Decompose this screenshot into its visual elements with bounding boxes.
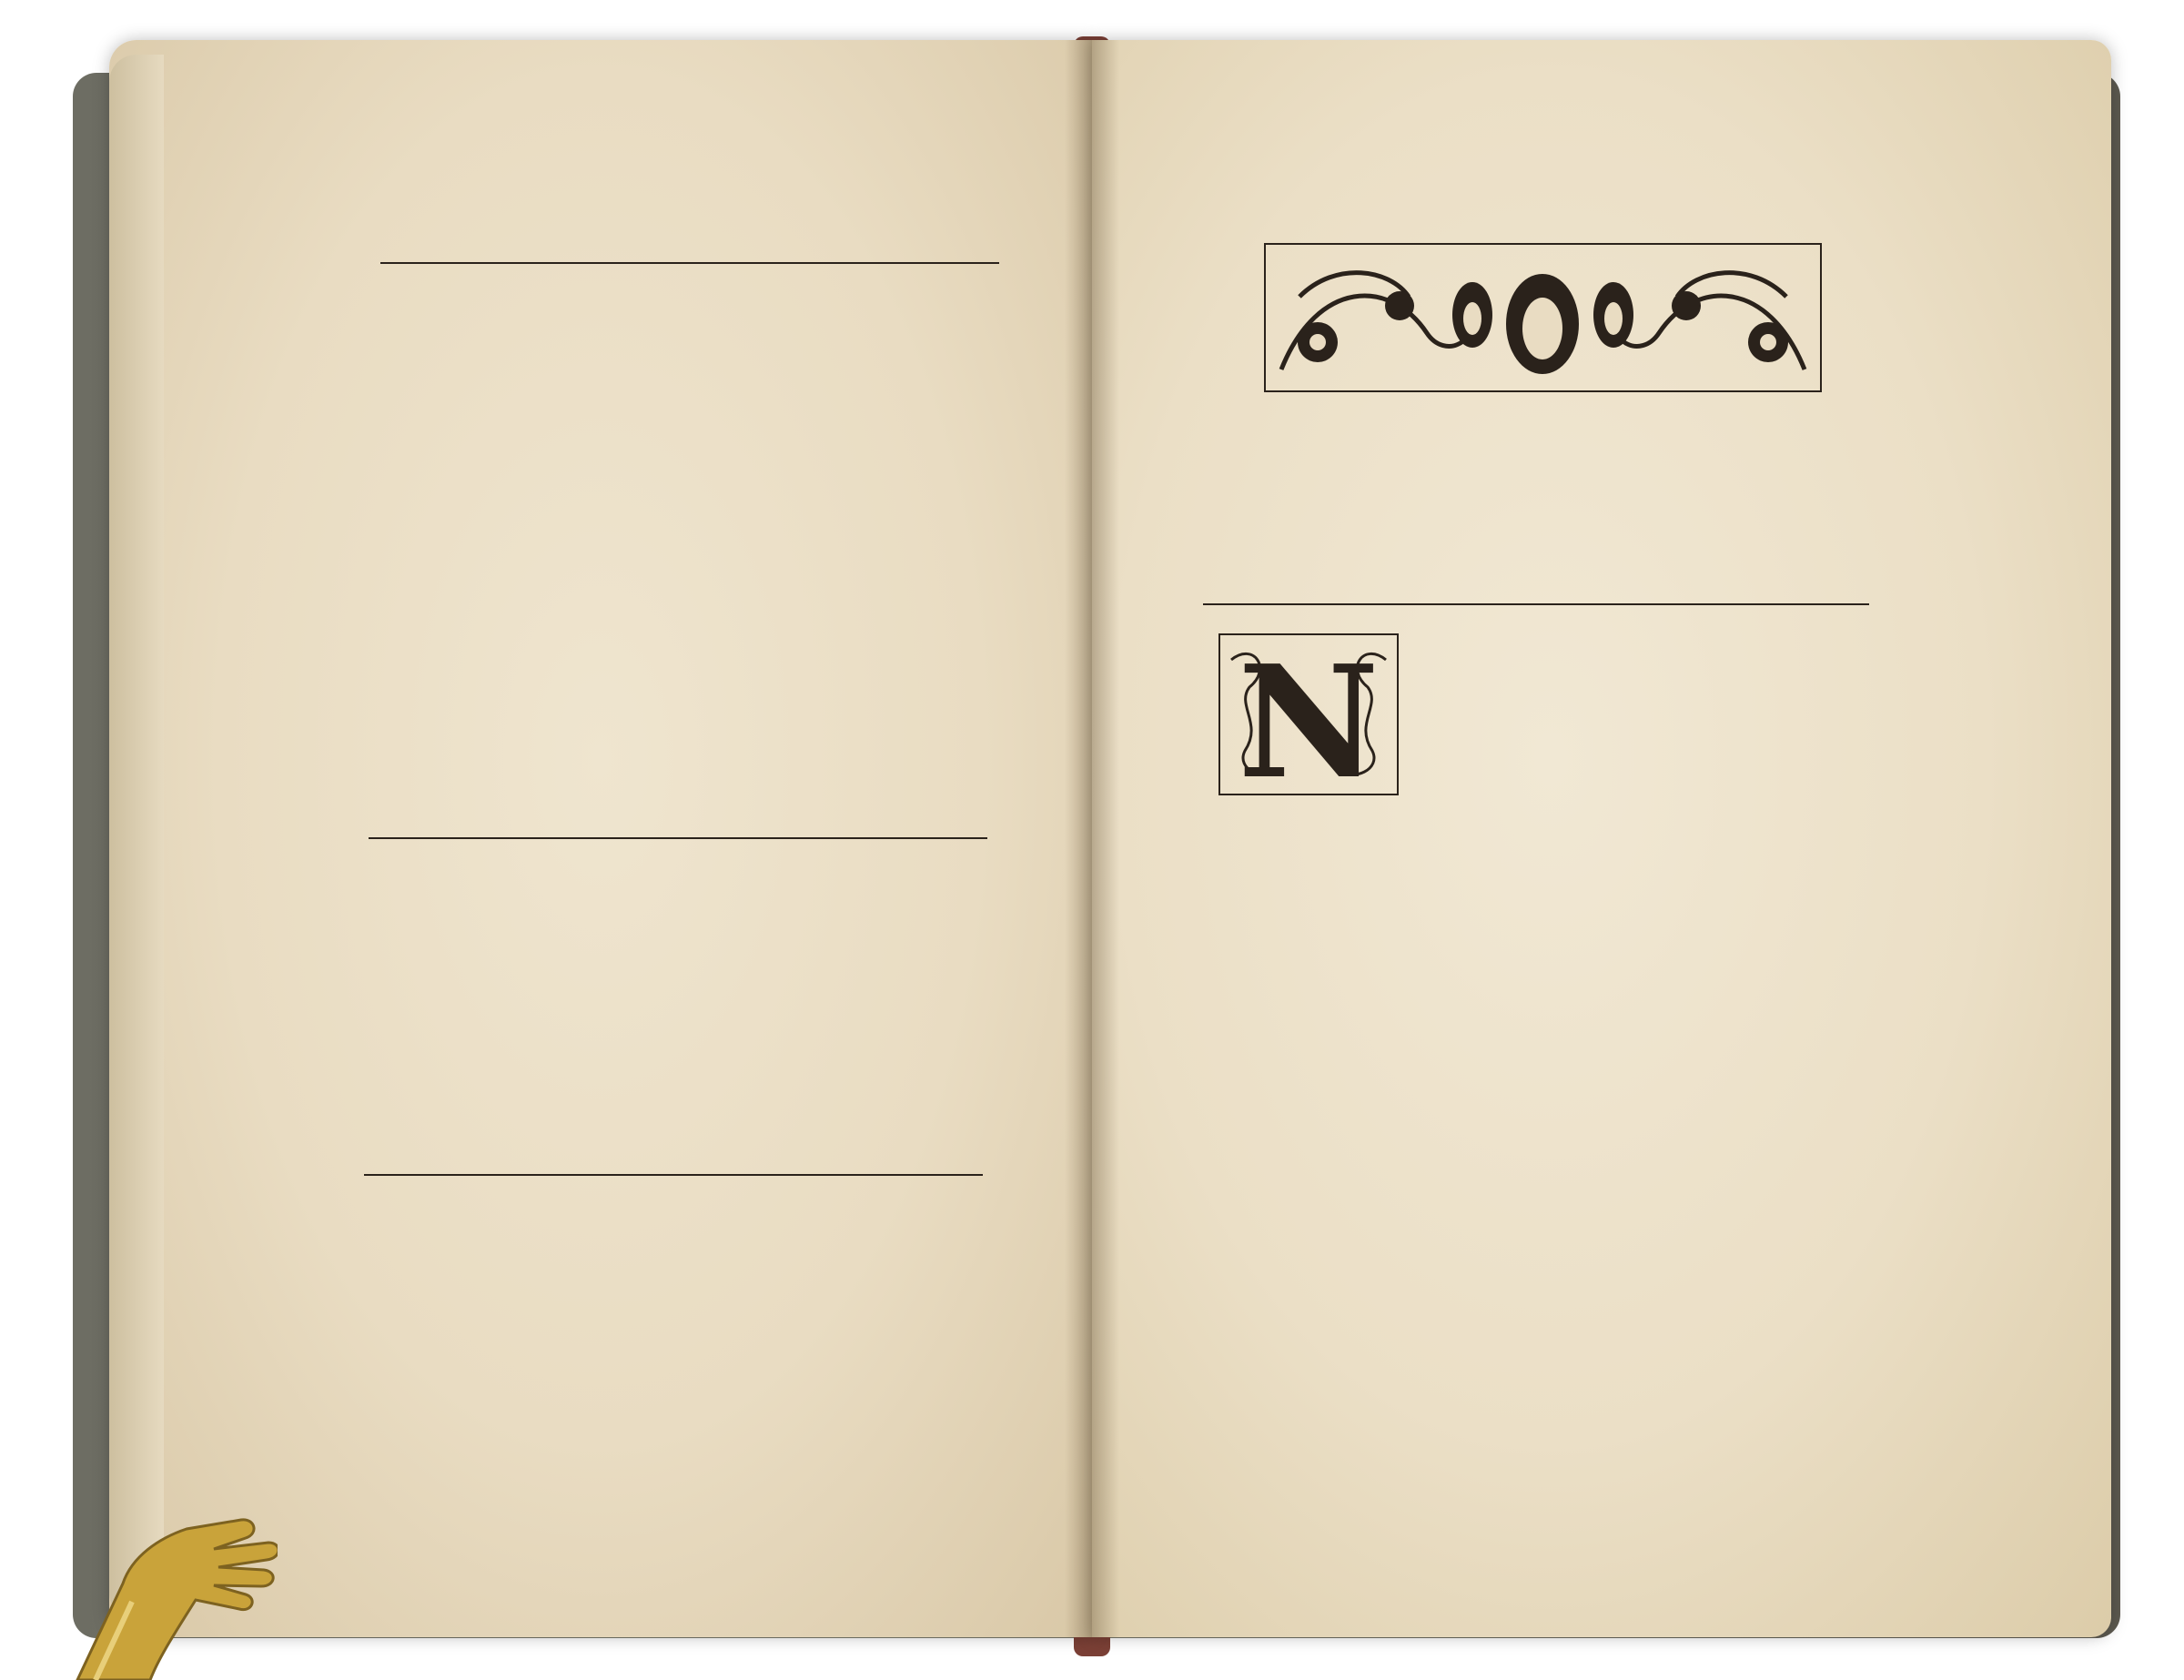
brass-hand-page-holder — [59, 1502, 278, 1680]
toc-part3 — [359, 362, 1001, 817]
heading-rule — [380, 262, 999, 264]
svg-text:N: N — [1238, 633, 1380, 796]
book-gutter — [1065, 40, 1119, 1637]
drop-cap-n — [1218, 633, 1400, 796]
ornamental-headpiece — [1263, 242, 1823, 393]
toc-part4 — [359, 956, 1001, 1156]
title-rule — [1203, 603, 1869, 605]
page-edges — [109, 55, 164, 1620]
errata-rule — [364, 1174, 983, 1176]
part-rule — [369, 837, 987, 839]
